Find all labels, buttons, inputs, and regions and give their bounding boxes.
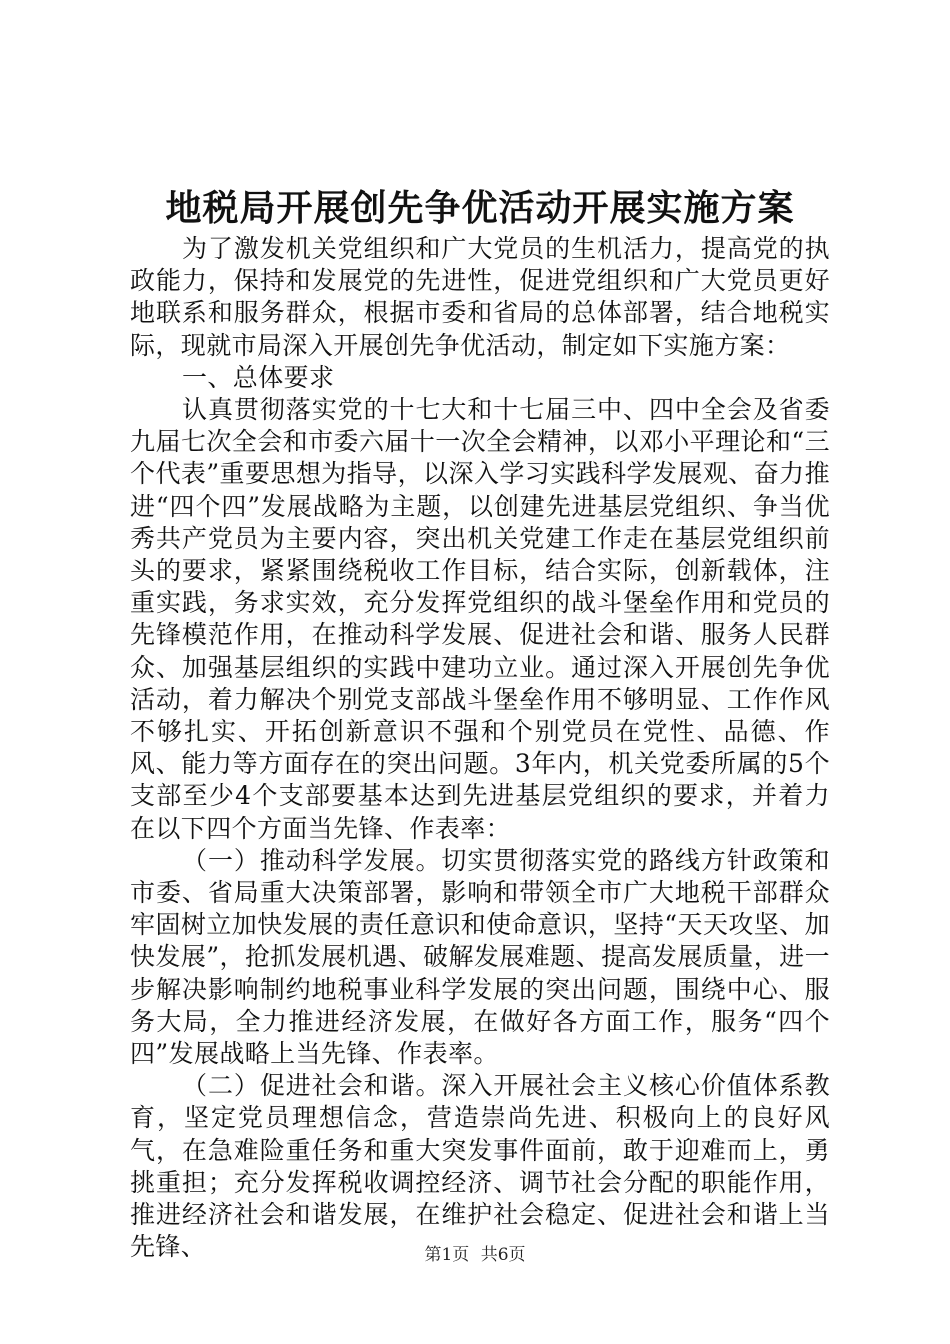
page-total: 共6页: [480, 1245, 526, 1265]
paragraph-general-requirements: 认真贯彻落实党的十七大和十七届三中、四中全会及省委九届七次全会和市委六届十一次全会精神，以邓小平理论和“三个代表”重要思想为指导，以深入学习实践科学发展观、奋力推进“四个四”发展战略为主题，以创建先进基层党组织、争当优秀共产党员为主要内容，突出机关党建工作走在基层党组织前头的要求，紧紧围绕税收工作目标，结合实际，创新载体，注重实践，务求实效，充分发挥党组织的战斗堡垒作用和党员的先锋模范作用，在推动科学发展、促进社会和谐、服务人民群众、加强基层组织的实践中建功立业。通过深入开展创先争优活动，着力解决个别党支部战斗堡垒作用不够明显、工作作风不够扎实、开拓创新意识不强和个别党员在党性、品德、作风、能力等方面存在的突出问题。3年内，机关党委所属的5个支部至少4个支部要基本达到先进基层党组织的要求，并着力在以下四个方面当先锋、作表率：: [130, 395, 830, 843]
paragraph-intro: 为了激发机关党组织和广大党员的生机活力，提高党的执政能力，保持和发展党的先进性，促进党组织和广大党员更好地联系和服务群众，根据市委和省局的总体部署，结合地税实际，现就市局深入开展创先争优活动，制定如下实施方案：: [130, 234, 830, 360]
document-body: [130, 233, 830, 1264]
document-title: 地税局开展创先争优活动开展实施方案: [165, 187, 795, 229]
paragraph-promote-development: （一）推动科学发展。切实贯彻落实党的路线方针政策和市委、省局重大决策部署，影响和带领全市广大地税干部群众牢固树立加快发展的责任意识和使命意识，坚持“天天攻坚、加快发展”，抢抓发展机遇、破解发展难题、提高发展质量，进一步解决影响制约地税事业科学发展的突出问题，围绕中心、服务大局，全力推进经济发展，在做好各方面工作，服务“四个四”发展战略上当先锋、作表率。: [130, 845, 830, 1069]
page-footer: [0, 1243, 950, 1267]
paragraph-promote-harmony: （二）促进社会和谐。深入开展社会主义核心价值体系教育，坚定党员理想信念，营造崇尚先进、积极向上的良好风气，在急难险重任务和重大突发事件面前，敢于迎难而上，勇挑重担；充分发挥税收调控经济、调节社会分配的职能作用，推进经济社会和谐发展，在维护社会稳定、促进社会和谐上当先锋、: [130, 1071, 830, 1262]
section-heading-general-requirements: 一、总体要求: [182, 362, 335, 392]
page-number: 第1页: [424, 1245, 470, 1265]
